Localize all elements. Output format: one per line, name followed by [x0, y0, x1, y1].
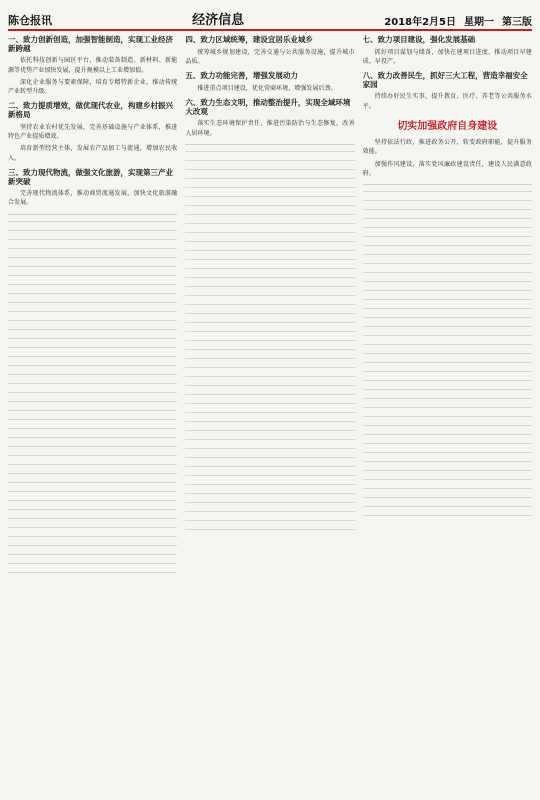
section-4-title: 四、致力区域统筹，建设宜居乐业城乡: [185, 35, 313, 44]
section-8: [363, 72, 532, 111]
feature-para-1: 坚持依法行政，推进政务公开，转变政府职能，提升服务效能。: [362, 139, 532, 156]
masthead-rule: [8, 29, 532, 31]
masthead-center-title: 经济信息: [192, 13, 245, 28]
section-5-para-1: 推进重点项目建设，优化营商环境，增强发展后劲。: [197, 84, 337, 92]
section-7-title: 七、致力项目建设，强化发展基础: [362, 35, 476, 44]
column-right-texture: [363, 191, 532, 521]
section-8-title: 八、致力改善民生，抓好三大工程，营造幸福安全家园: [362, 71, 528, 89]
section-6-title: 六、致力生态文明，推动整治提升，实现全域环境大改观: [185, 98, 351, 116]
column-left-footer-separator: [8, 214, 177, 215]
section-2-title: 二、致力提质增效，做优现代农业，构建乡村振兴新格局: [8, 101, 173, 120]
masthead-left-title: 陈仓报讯: [8, 14, 52, 27]
column-left-texture: [8, 221, 177, 581]
section-6-para-1: 落实生态环境保护责任，推进污染防治与生态修复，改善人居环境。: [185, 120, 355, 137]
issue-date: 2018年2月5日: [384, 17, 456, 28]
feature-title: 切实加强政府自身建设: [397, 121, 498, 133]
feature-block: [363, 138, 532, 178]
column-right: [363, 34, 532, 792]
column-middle: [185, 34, 354, 792]
section-1-title: 一、致力创新创造，加强智能制造，实现工业经济新跨越: [8, 35, 173, 53]
section-1: [8, 36, 177, 96]
column-left: [8, 34, 177, 792]
column-right-footer-separator: [363, 184, 532, 185]
column-middle-footer-separator: [185, 144, 354, 145]
section-6: [185, 99, 354, 138]
section-1-para-2: 深化企业服务与要素保障，培育专精特新企业，推动传统产业转型升级。: [8, 78, 178, 96]
section-7-para-1: 抓好项目谋划与储备，加快在建项目进度，推动项目早建成、早投产。: [362, 48, 532, 65]
section-8-para-1: 持续办好民生实事，提升教育、医疗、养老等公共服务水平。: [362, 93, 532, 110]
section-3-para-1: 完善现代物流体系，推动商贸流通发展，加快文化旅游融合发展。: [8, 190, 178, 207]
feature-para-2: 加强作风建设，落实党风廉政建设责任，建设人民满意政府。: [362, 160, 532, 177]
column-middle-texture: [185, 151, 354, 531]
section-2: [8, 102, 177, 162]
issue-weekday: 星期一: [463, 17, 494, 28]
content-columns: [8, 34, 532, 792]
section-2-para-2: 培育新型经营主体，发展农产品加工与流通，增加农民收入。: [8, 145, 178, 162]
section-5-title: 五、致力功能完善，增强发展动力: [185, 71, 298, 81]
section-4: [185, 36, 354, 66]
issue-page: 第三版: [501, 17, 532, 28]
section-3-title: 三、致力现代物流，做强文化旅游，实现第三产业新突破: [8, 167, 173, 186]
section-5: [185, 72, 354, 93]
masthead: [8, 6, 532, 28]
masthead-right: [384, 13, 532, 28]
section-3: [8, 169, 177, 208]
section-4-para-1: 统筹城乡规划建设，完善交通与公共服务设施，提升城市品质。: [185, 48, 355, 65]
section-7: [363, 36, 532, 66]
section-1-para-1: 依托科技创新与园区平台，推动装备制造、新材料、新能源等优势产业加快发展，提升规模以上工业增加值。: [8, 57, 178, 74]
section-2-para-1: 坚持农业农村优先发展，完善基础设施与产业体系，推进特色产业提质增效。: [8, 123, 178, 140]
